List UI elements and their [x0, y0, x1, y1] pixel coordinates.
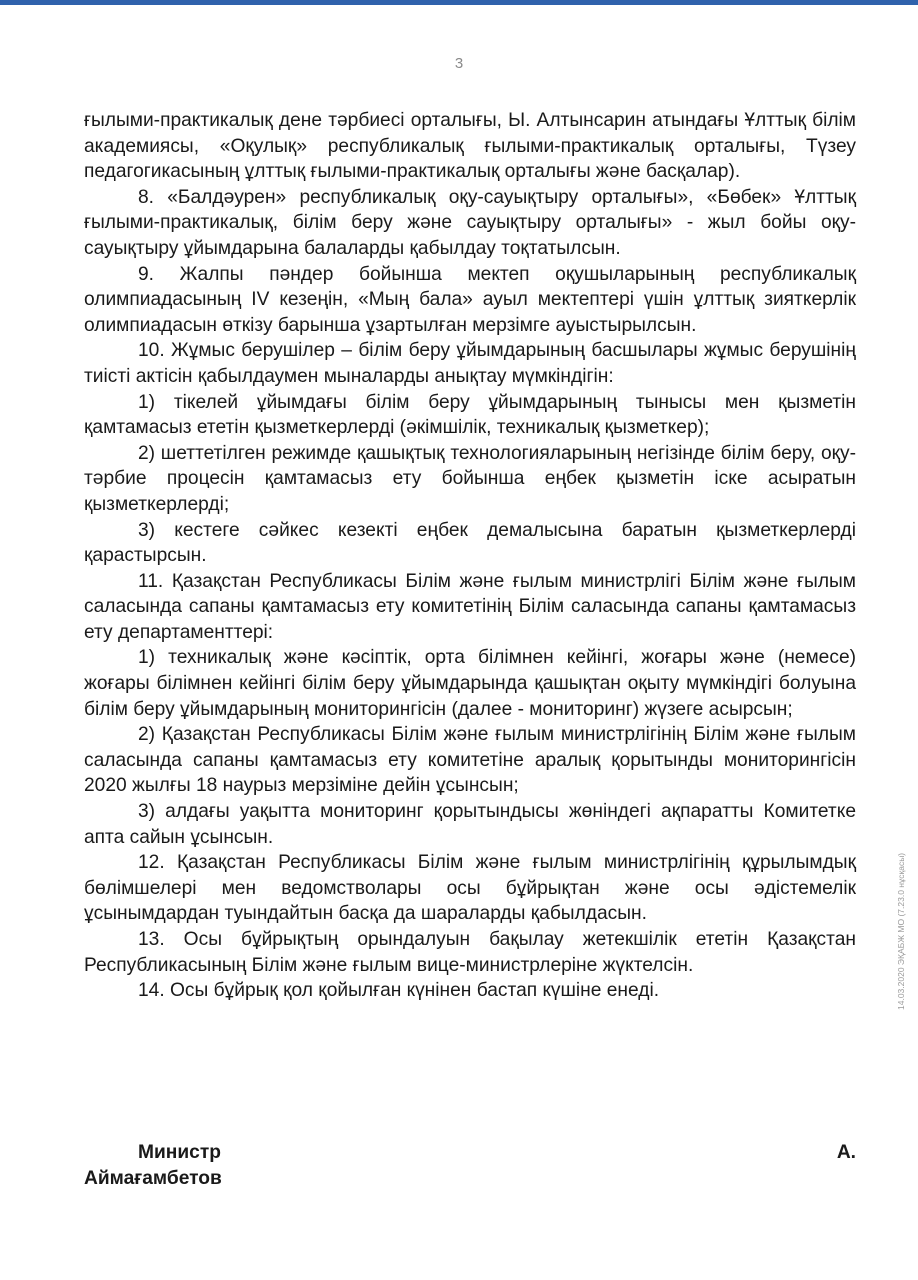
paragraph-item-13: 13. Осы бұйрықтың орындалуын бақылау жетекшілік ететін Қазақстан Республикасының Білім және ғылым вице-министрлеріне жүктелсін.: [84, 929, 856, 976]
paragraph-item-9: 9. Жалпы пәндер бойынша мектеп оқушыларының республикалық олимпиадасының IV кезеңін, «Мың бала» ауыл мектептері үшін ұлттық зияткерлік олимпиадасын өткізу барынша ұзартылған мерзімге ауыстырылсын.: [84, 263, 856, 336]
side-registration-stamp: 14.03.2020 ЭҚАБЖ МО (7.23.0 нұсқасы): [896, 852, 906, 1010]
paragraph-item-14: 14. Осы бұйрық қол қойылған күнінен бастап күшіне енеді.: [138, 980, 660, 1002]
signatory-title: Министр: [138, 1142, 221, 1163]
paragraph-item-11-1: 1) техникалық және кәсіптік, орта білімнен кейінгі, жоғары және (немесе) жоғары білімнен кейінгі білім беру ұйымдарында қашықтан оқыту мүмкіндігі болуына білім беру ұйымдарының мониторингісін (далее - мониторинг) жүзеге асырсын;: [84, 647, 856, 720]
document-body: [84, 108, 856, 1004]
paragraph-item-10-3: 3) кестеге сәйкес кезекті еңбек демалысына баратын қызметкерлерді қарастырсын.: [84, 519, 856, 567]
paragraph-item-11-3: 3) алдағы уақытта мониторинг қорытындысы жөніндегі ақпаратты Комитетке апта сайын ұсынсын.: [84, 801, 856, 848]
paragraph-item-12: 12. Қазақстан Республикасы Білім және ғылым министрлігінің құрылымдық бөлімшелері мен ведомстволары осы бұйрықтан және осы әдістемелік ұсынымдардан туындайтын басқа да шараларды қабылдасын.: [84, 852, 856, 925]
paragraph-item-11-2: 2) Қазақстан Республикасы Білім және ғылым министрлігінің Білім және ғылым саласында сапаны қамтамасыз ету комитетіне аралық қорытынды мониторингісін 2020 жылғы 18 наурыз мерзіміне дейін ұсынсын;: [84, 724, 856, 797]
signatory-surname: Аймағамбетов: [84, 1167, 222, 1189]
paragraph-item-10-2: 2) шеттетілген режимде қашықтық технологияларының негізінде білім беру, оқу-тәрбие процесін қамтамасыз ету бойынша еңбек қызметін іске асыратын қызметкерлерді;: [84, 442, 856, 515]
paragraph-continuation: ғылыми-практикалық дене тәрбиесі орталығы, Ы. Алтынсарин атындағы Ұлттық білім академиясы, «Оқулық» республикалық ғылыми-практикалық орталығы, Түзеу педагогикасының ұлттық ғылыми-практикалық орталығы және басқалар).: [84, 110, 856, 183]
signatory-initial: А.: [836, 1142, 856, 1163]
top-accent-bar: [0, 0, 918, 5]
paragraph-item-10-1: 1) тікелей ұйымдағы білім беру ұйымдарының тынысы мен қызметін қамтамасыз ететін қызметкерлерді (әкімшілік, техникалық қызметкер);: [84, 391, 856, 439]
signature-block: [84, 1140, 856, 1191]
paragraph-item-11: 11. Қазақстан Республикасы Білім және ғылым министрлігі Білім және ғылым саласында сапаны қамтамасыз ету комитетінің Білім саласында сапаны қамтамасыз ету департаменттері:: [84, 570, 856, 643]
paragraph-item-8: 8. «Балдәурен» республикалық оқу-сауықтыру орталығы», «Бөбек» Ұлттық ғылыми-практикалық, білім беру және сауықтыру орталығы» - жыл бойы оқу-сауықтыру ұйымдарына балаларды қабылдау тоқтатылсын.: [84, 186, 856, 259]
paragraph-item-10: 10. Жұмыс берушілер – білім беру ұйымдарының басшылары жұмыс берушінің тиісті актісін қабылдаумен мыналарды анықтау мүмкіндігін:: [84, 340, 856, 387]
page-number: 3: [454, 55, 464, 72]
